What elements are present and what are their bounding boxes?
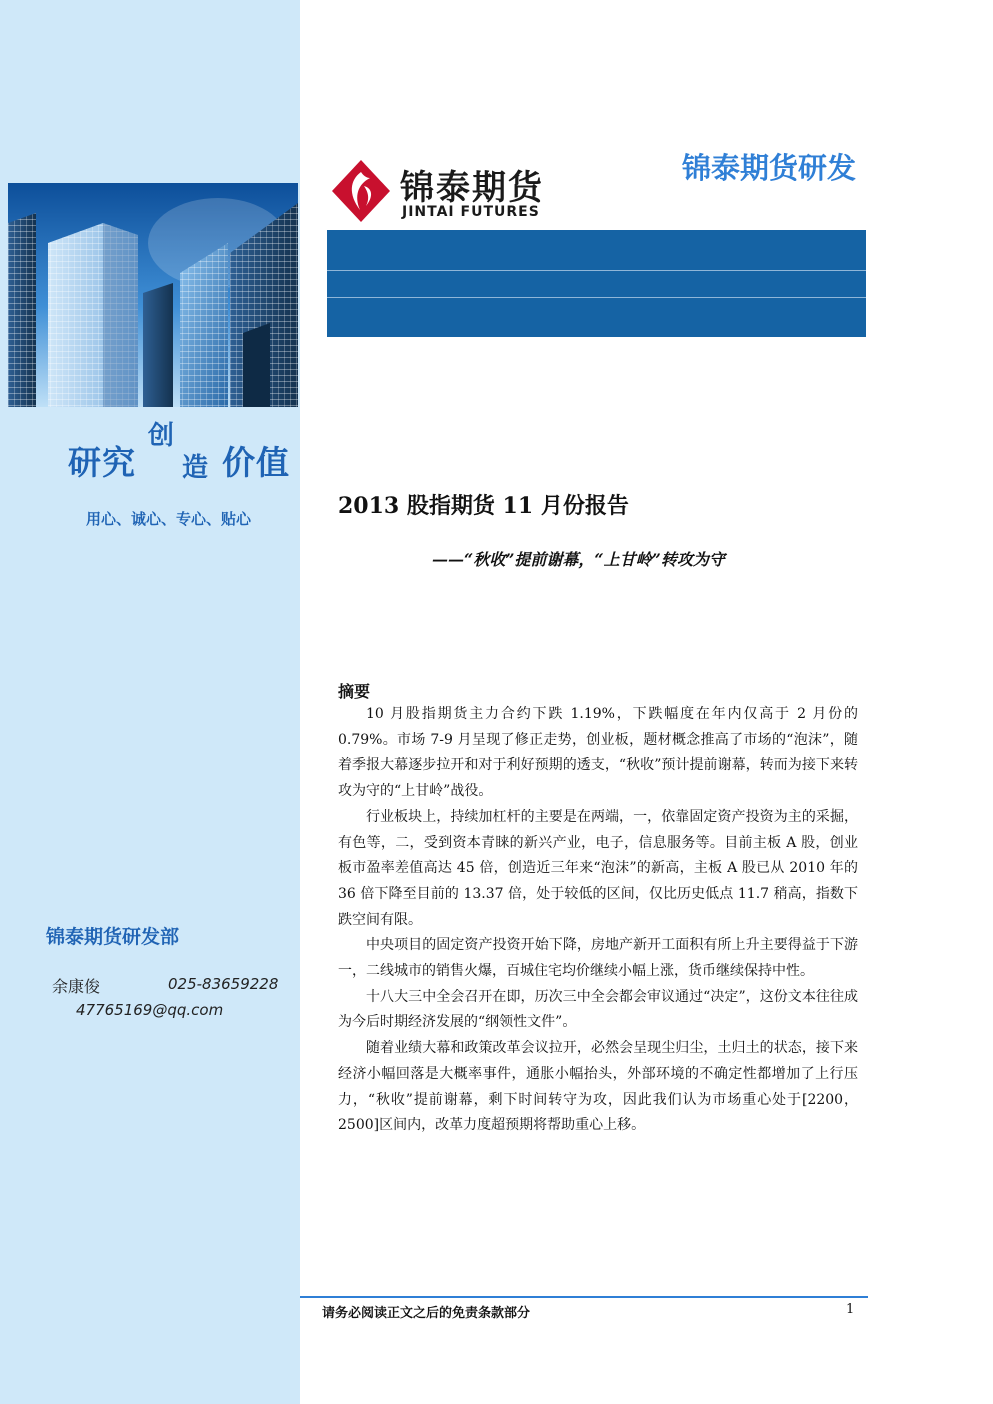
summary-paragraph: 10 月股指期货主力合约下跌 1.19%，下跌幅度在年内仅高于 2 月份的 0.79%。市场 7-9 月呈现了修正走势，创业板，题材概念推高了市场的“泡沫”，随着季报大幕逐步拉开和对于利好预期的透支，“秋收”预计提前谢幕，转而为接下来转攻为守的“上甘岭”战役。 [338, 706, 858, 800]
summary-body [338, 702, 858, 1139]
slogan-research: 研究 [68, 443, 136, 482]
summary-paragraph: 中央项目的固定资产投资开始下降，房地产新开工面积有所上升主要得益于下游一，二线城市的销售火爆，百城住宅均价继续小幅上涨，货币继续保持中性。 [338, 937, 858, 980]
summary-paragraph: 随着业绩大幕和政策改革会议拉开，必然会呈现尘归尘，土归土的状态，接下来经济小幅回落是大概率事件，通胀小幅抬头，外部环境的不确定性都增加了上行压力，“秋收”提前谢幕，剩下时间转守为攻，因此我们认为市场重心处于[2200，2500]区间内，改革力度超预期将帮助重心上移。 [338, 1040, 858, 1134]
report-subtitle: ——“秋收”提前谢幕，“上甘岭”转攻为守 [432, 550, 725, 569]
slogan-create-top: 创 [148, 421, 175, 451]
summary-paragraph: 行业板块上，持续加杠杆的主要是在两端，一，依靠固定资产投资为主的采掘，有色等，二，受到资本青睐的新兴产业，电子，信息服务等。目前主板 A 股，创业板市盈率差值高达 45 倍，创造近三年来“泡沫”的新高，主板 A 股已从 2010 年的 36 倍下降至目前的 13.37 倍，处于较低的区间，仅比历史低点 11.7 稍高，指数下跌空间有限。 [338, 808, 858, 928]
contact-email: 47765169@qq.com [76, 1001, 224, 1019]
skyscraper-illustration [8, 183, 298, 407]
disclaimer-note: 请务必阅读正文之后的免责条款部分 [322, 1306, 531, 1321]
slogan-value: 价值 [222, 443, 290, 482]
header-banner [327, 230, 866, 337]
logo-text-cn: 锦泰期货 [400, 168, 544, 208]
skyscraper-image [8, 183, 298, 407]
contact-phone: 025-83659228 [168, 975, 279, 993]
summary-paragraph: 十八大三中全会召开在即，历次三中全会都会审议通过“决定”，这份文本往往成为今后时期经济发展的“纲领性文件”。 [338, 988, 858, 1031]
logo-text-en: JINTAI FUTURES [402, 204, 540, 220]
page-number: 1 [846, 1302, 855, 1317]
sidebar [0, 0, 300, 1404]
report-title: 2013 股指期货 11 月份报告 [338, 493, 629, 519]
footer-rule [300, 1296, 868, 1298]
logo-diamond-icon [330, 158, 392, 224]
contact-name: 余康俊 [52, 977, 101, 996]
slogan-create-bottom: 造 [182, 453, 209, 483]
brand-title: 锦泰期货研发 [682, 151, 857, 185]
department-name: 锦泰期货研发部 [46, 926, 180, 948]
banner-divider [327, 297, 866, 298]
slogan [0, 415, 300, 495]
company-logo [330, 158, 580, 224]
motto: 用心、诚心、专心、贴心 [86, 510, 252, 528]
banner-divider [327, 270, 866, 271]
summary-heading: 摘要 [338, 682, 371, 701]
